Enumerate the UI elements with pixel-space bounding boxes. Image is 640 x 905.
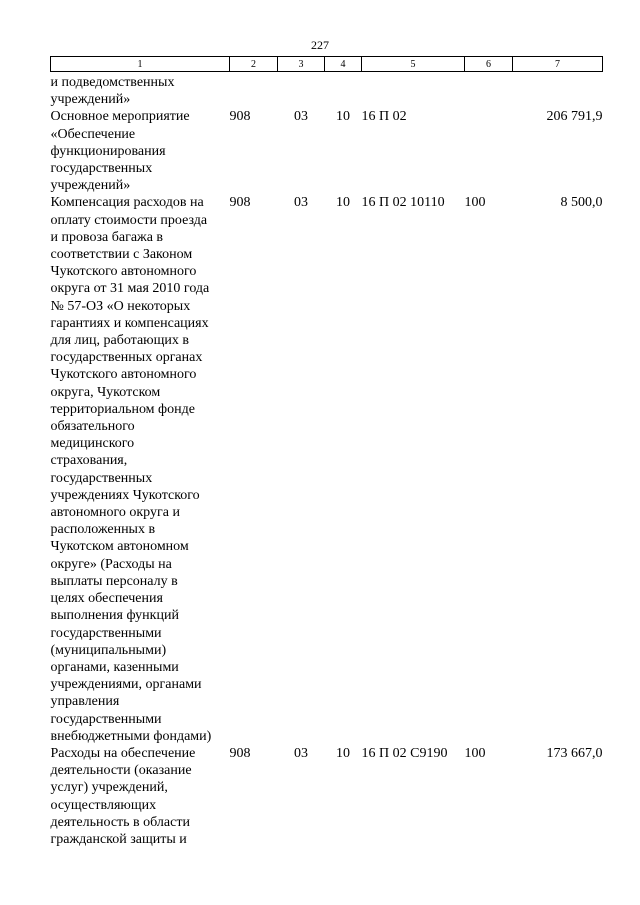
target-article-cell bbox=[362, 72, 465, 109]
expense-type-cell: 100 bbox=[464, 195, 486, 211]
column-header-3: 3 bbox=[278, 57, 325, 72]
expense-type-cell: 100 bbox=[464, 745, 486, 761]
target-article-cell: 16 П 02 С9190 bbox=[361, 745, 448, 761]
amount-cell: 8 500,0 bbox=[560, 195, 603, 211]
amount-cell bbox=[513, 72, 603, 109]
ministry-code-cell: 908 bbox=[229, 745, 251, 761]
column-header-7: 7 bbox=[513, 57, 603, 72]
row-description bbox=[51, 745, 230, 848]
column-header-row bbox=[51, 57, 603, 72]
target-article-cell: 16 П 02 10110 bbox=[361, 195, 445, 211]
description-text: Расходы на обеспечение деятельности (оказание услуг) учреждений, осуществляющих деятельность в области гражданской защиты и bbox=[50, 745, 196, 847]
table-row bbox=[51, 194, 603, 745]
subsection-code-cell: 10 bbox=[336, 195, 350, 211]
subsection-code-cell: 10 bbox=[336, 109, 350, 125]
row-description bbox=[51, 72, 230, 109]
amount-cell: 206 791,9 bbox=[546, 109, 603, 125]
section-code-cell bbox=[278, 72, 325, 109]
expense-type-cell bbox=[465, 108, 513, 194]
expense-type-cell bbox=[465, 72, 513, 109]
row-description bbox=[51, 108, 230, 194]
ministry-code-cell bbox=[230, 72, 278, 109]
table-row bbox=[51, 72, 603, 109]
target-article-cell: 16 П 02 bbox=[361, 109, 407, 125]
amount-cell: 173 667,0 bbox=[546, 745, 603, 761]
subsection-code-cell: 10 bbox=[336, 745, 350, 761]
ministry-code-cell: 908 bbox=[229, 195, 251, 211]
description-text: Основное мероприятие «Обеспечение функционирования государственных учреждений» bbox=[50, 109, 190, 194]
table-row bbox=[51, 745, 603, 848]
budget-table bbox=[50, 56, 603, 848]
section-code-cell: 03 bbox=[294, 745, 308, 761]
section-code-cell: 03 bbox=[294, 109, 308, 125]
column-header-5: 5 bbox=[362, 57, 465, 72]
column-header-6: 6 bbox=[465, 57, 513, 72]
description-text: Компенсация расходов на оплату стоимости проезда и провоза багажа в соответствии с Законом Чукотского автономного округа от 31 мая 2010 года № 57-ОЗ «О некоторых гарантиях и компенсациях для лиц, работающих в государственных органах Чукотского автономного округа, Чукотском территориальном фонде обязательного медицинского страхования, государственных учреждениях Чукотского автономного округа и расположенных в Чукотском автономном округе» (Расходы на выплаты персоналу в целях обеспечения выполнения функций государственными (муниципальными) органами, казенными учреждениями, органами управления государственными внебюджетными фондами) bbox=[50, 195, 212, 744]
row-description bbox=[51, 194, 230, 745]
column-header-4: 4 bbox=[325, 57, 362, 72]
column-header-1: 1 bbox=[51, 57, 230, 72]
column-header-2: 2 bbox=[230, 57, 278, 72]
section-code-cell: 03 bbox=[294, 195, 308, 211]
subsection-code-cell bbox=[325, 72, 362, 109]
ministry-code-cell: 908 bbox=[229, 109, 251, 125]
description-text: и подведомственных учреждений» bbox=[50, 75, 175, 108]
page-number: 227 bbox=[311, 38, 329, 52]
table-row bbox=[51, 108, 603, 194]
